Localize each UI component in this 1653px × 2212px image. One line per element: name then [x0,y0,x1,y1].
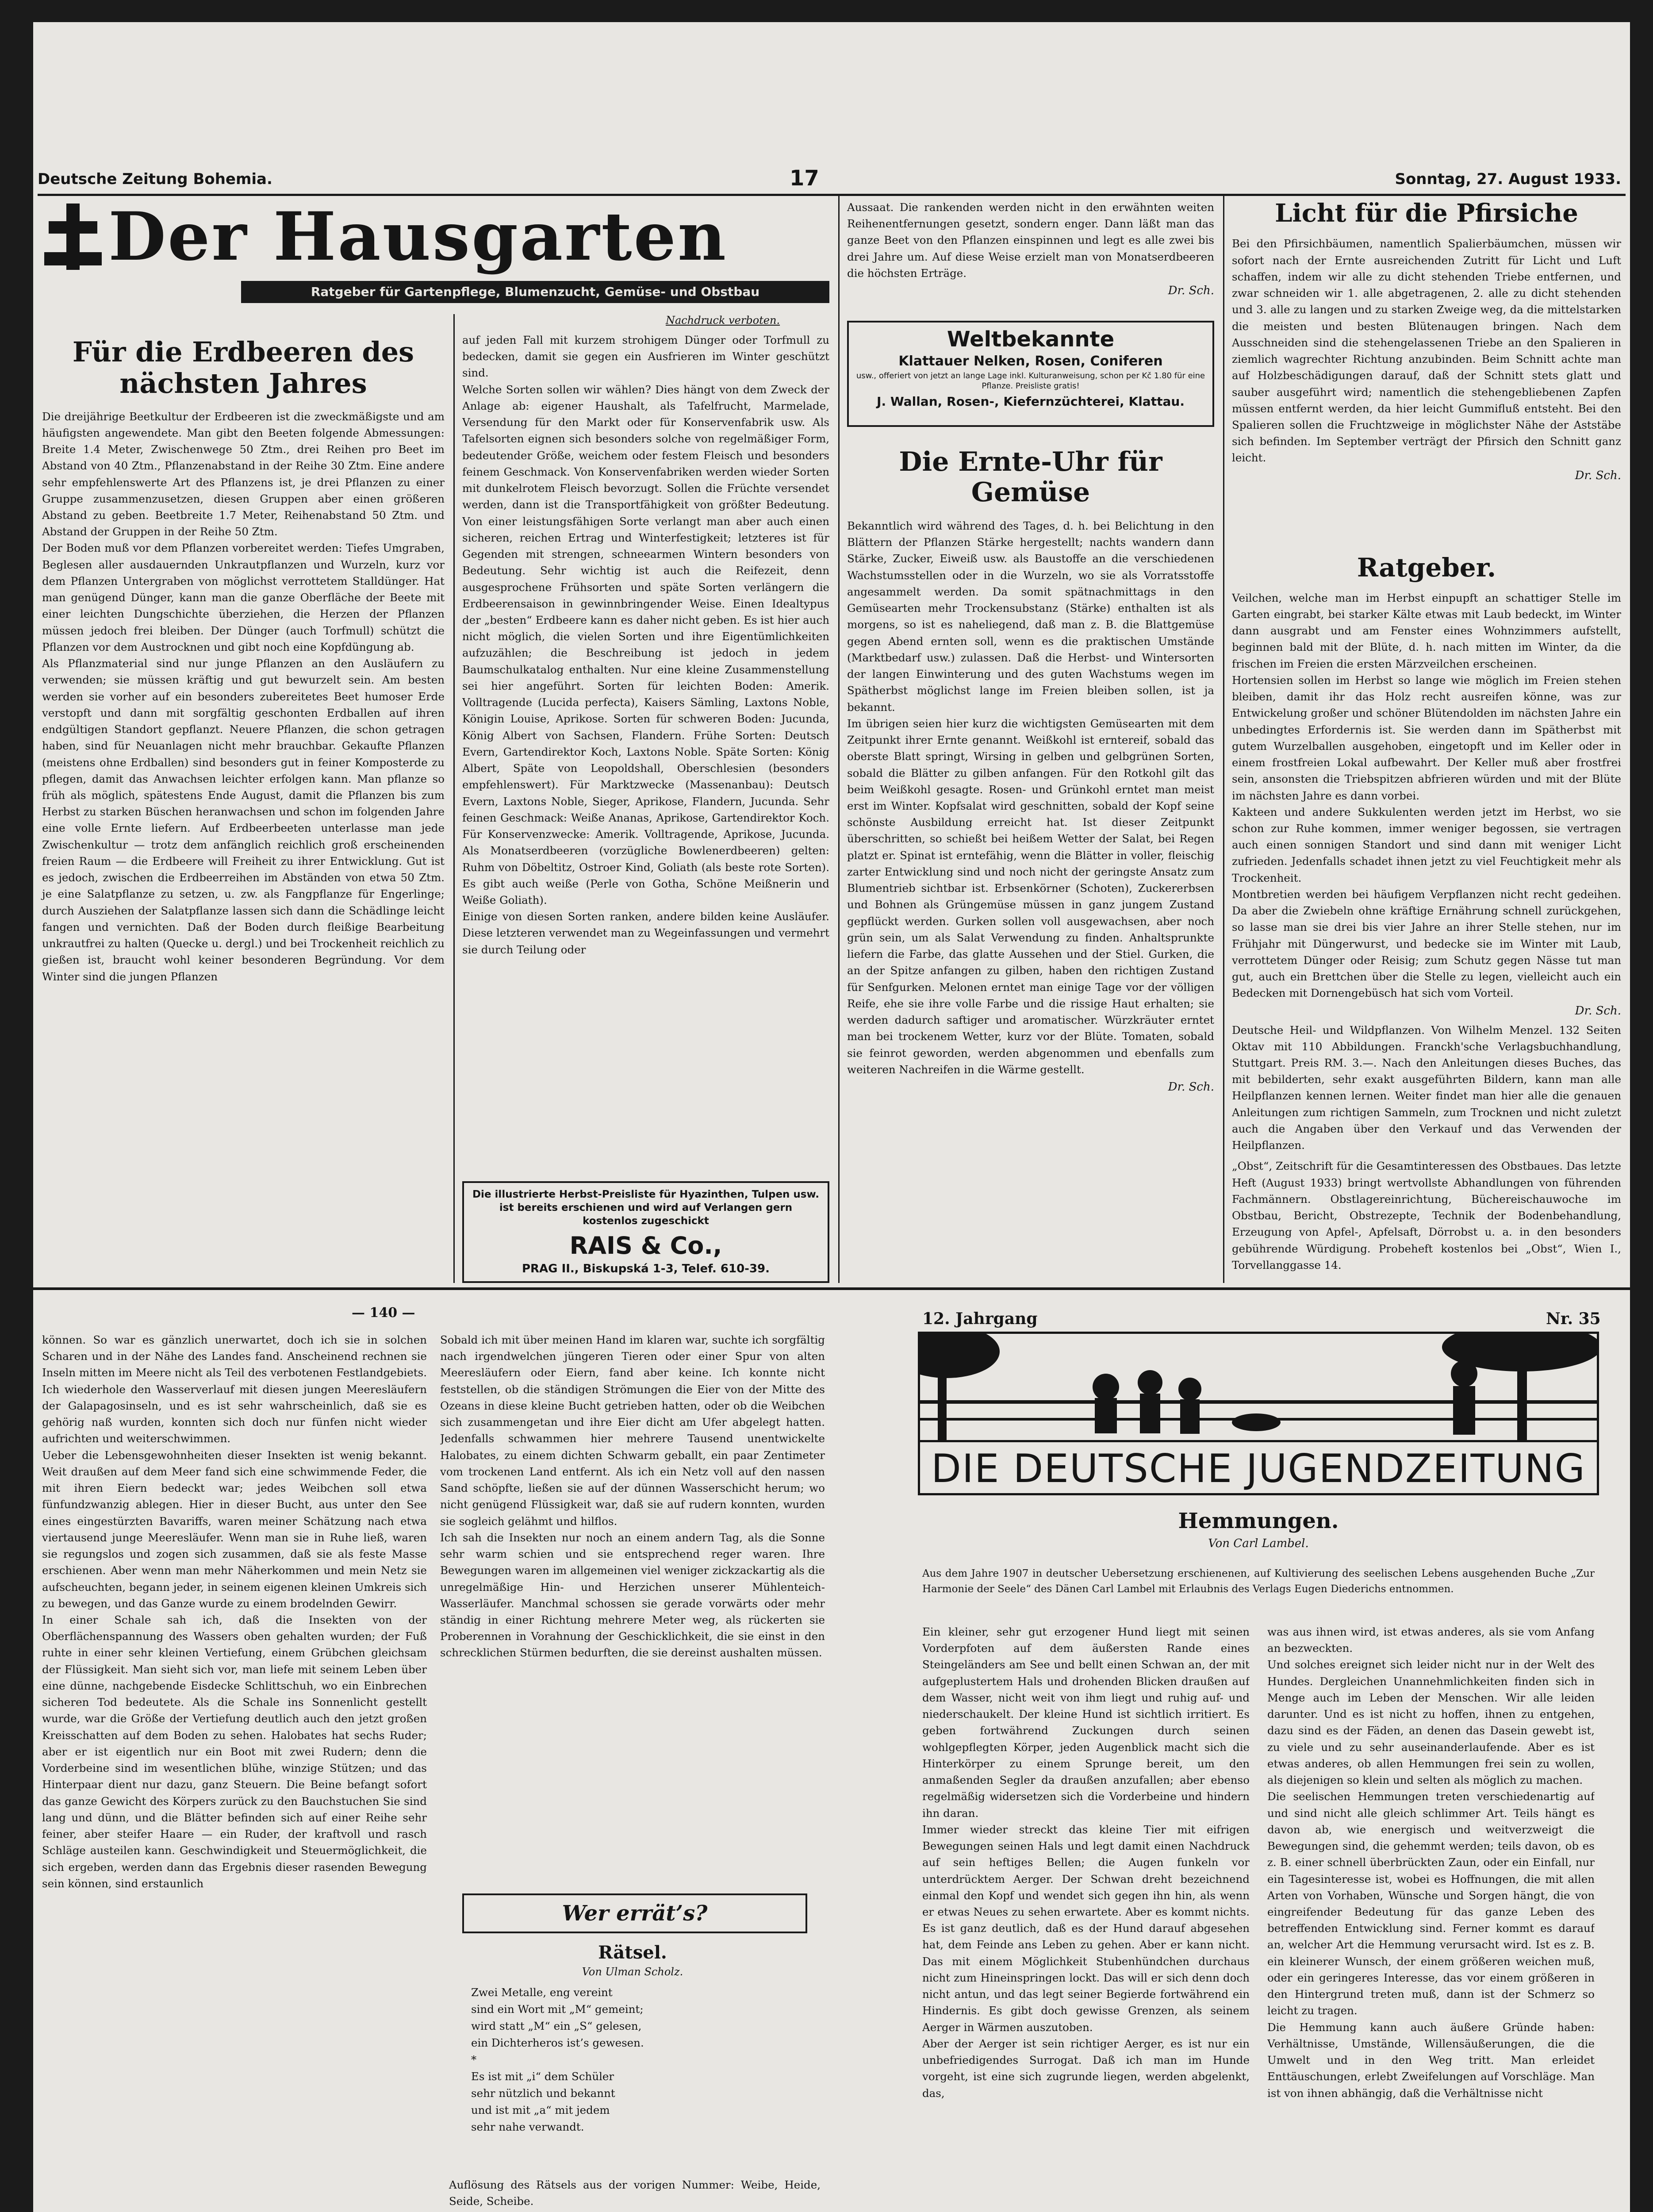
article-signature: Dr. Sch. [1168,1080,1214,1094]
intro-text: Aus dem Jahre 1907 in deutscher Uebersetzung erschienenen, auf Kultivierung des seelischen Lebens ausgehenden Buche „Zur Harmonie der Seele“ des Dänen Carl Lambel mit Erlaubnis des Verlags Eugen Diederichs entnommen. [922,1568,1595,1595]
puzzle-author: Von Ulman Scholz. [582,1966,683,1978]
article-title: Ratgeber. [1357,553,1496,583]
puzzle-text: Zwei Metalle, eng vereint sind ein Wort mit „M“ gemeint; wird statt „M“ ein „S“ gelesen, ein Dichterheros ist’s gewesen. * Es ist mit „i“ dem Schüler sehr nützlich und bekannt und ist mit „a“ mit jedem sehr nahe verwandt. [471,1986,644,2133]
article-halobates-col1 [42,1332,427,2212]
puzzle-box [462,1893,807,1933]
article-text: Bei den Pfirsichbäumen, namentlich Spalierbäumchen, müssen wir sofort nach der Ernte ausreichenden Zutritt für Licht und Luft schaffen, indem wir alle zu dicht stehenden Triebe entfernen, und zwar schneiden wir 1. alle abgetragenen, 2. alle zu dicht stehenden und 3. alle zu langen und zu starken Zweige weg, da die mittelstarken die meisten und besten Blütenaugen bringen. Nach dem Ausschneiden sind die stehengelassenen Triebe an den Spalieren in ziemlich wagrechter Richtung anzubinden. Beim Schnitt achte man auf Holzbeschädigungen darauf, daß der Schnitt stets glatt und sauber ausgeführt wird; namentlich die stehengebliebenen Zapfen müssen entfernt werden, da hier leicht Gummifluß entsteht. Bei den Spalieren sollen die Fruchtzweige in möglichster Nähe der Aststäbe sich befinden. Im September verträgt der Pfirsich den Schnitt ganz leicht. [1232,237,1621,465]
volume-label: 12. Jahrgang [922,1310,1038,1328]
column-rule [453,314,455,1283]
fold-rule [33,1287,1630,1290]
article-text: Veilchen, welche man im Herbst einpupft an schattiger Stelle im Garten eingrabt, bei starker Kälte etwas mit Laub bedeckt, im Winter dann ausgrabt und am Fenster eines Wohnzimmers aufstellt, beginnen bald mit der Blüte, d. h. nach mitten im Winter, da die frischen im Freien die ersten Märzveilchen erscheinen. Hortensien sollen im Herbst so lange wie möglich im Freien stehen bleiben, damit ihr das Holz recht ausreifen könne, was zur Entwickelung großer und schöner Blütendolden im nächsten Jahre ein unbedingtes Erfordernis ist. Sie werden dann im Spätherbst mit gutem Wurzelballen ausgehoben, eingetopft und im Keller oder in einem frostfreien Lokal aufbewahrt. Der Keller muß aber frostfrei sein, ansonsten die Triebspitzen abfrieren würden und mit der Blüte im nächsten Jahre es dann vorbei. Kakteen und andere Sukkulenten werden jetzt im Herbst, wo sie schon zur Ruhe kommen, immer weniger begossen, sie vertragen auch einen sonnigen Standort und sind dann mit weniger Licht zufrieden. Jedenfalls schadet ihnen jetzt zu viel Feuchtigkeit mehr als Trockenheit. Montbretien werden bei häufigem Verpflanzen nicht recht gedeihen. Da aber die Zwiebeln ohne kräftige Ernährung schnell zurückgehen, so lasse man sie drei bis vier Jahre an ihrer Stelle stehen, nur im Frühjahr mit Düngerwurst, und bedecke sie im Winter mit Laub, verrottetem Dünger oder Reisig; zum Schutz gegen Nässe tut man gut, auch ein Brettchen über die Stelle zu legen, vielleicht auch ein Bedecken mit Dornengebüsch hat sich vom Vorteil. [1232,591,1621,1000]
article-text: auf jeden Fall mit kurzem strohigem Dünger oder Torfmull zu bedecken, damit sie gegen ein Ausfrieren im Winter geschützt sind. Welche Sorten sollen wir wählen? Dies hängt von dem Zweck der Anlage ab: eigener Haushalt, als Tafelfrucht, Marmelade, Versendung für den Markt oder für Konservenfabrik usw. Als Tafelsorten eignen sich besonders solche von regelmäßiger Form, bedeutender Größe, weichem oder festem Fleisch und besonders feinem Geschmack. Von Konservenfabriken werden wieder Sorten mit dunkelrotem Fleisch bevorzugt. Sollen die Früchte versendet werden, dann ist die Transportfähigkeit von größter Bedeutung. Von einer leistungsfähigen Sorte verlangt man aber auch einen sicheren, reichen Ertrag und Winterfestigkeit; letzteres ist für Gegenden mit strengen, schneearmen Wintern besonders von Bedeutung. Sehr wichtig ist auch die Reifezeit, denn ausgesprochene Frühsorten und späte Sorten verlängern die Erdbeerensaison in gewinnbringender Weise. Einen Idealtypus der „besten“ Erdbeere kann es daher nicht geben. Es ist hier auch nicht möglich, die vielen Sorten und ihre Eigentümlichkeiten aufzuzählen; die Beschreibung ist jedoch in jedem Baumschulkatalog enthalten. Nur eine kleine Zusammenstellung sei hier angeführt. Sorten für leichten Boden: Amerik. Volltragende (Lucida perfecta), Kaisers Sämling, Laxtons Noble, Königin Louise, Aprikose. Sorten für schweren Boden: Jucunda, König Albert von Sachsen, Flandern. Frühe Sorten: Deutsch Evern, Gartendirektor Koch, Laxtons Noble. Späte Sorten: König Albert, Späte von Leopoldshall, Oberschlesien (besonders empfehlenswert). Für Marktzwecke (Massenanbau): Deutsch Evern, Laxtons Noble, Sieger, Aprikose, Flandern, Jucunda. Sehr feinen Geschmack: Weiße Ananas, Aprikose, Gartendirektor Koch. Für Konservenzwecke: Amerik. Volltragende, Aprikose, Jucunda. Als Monatserdbeeren (vorzügliche Bowlenerdbeeren) gelten: Ruhm von Döbeltitz, Ostroer Kind, Goliath (als beste rote Sorten). Es gibt auch weiße (Perle von Gotha, Schöne Meißnerin und Weiße Goliath). Einige von diesen Sorten ranken, andere bilden keine Ausläufer. Diese letzteren verwendet man zu Wegeinfassungen und vermehrt sie durch Teilung oder [462,334,829,956]
puzzle-solution [449,2177,821,2209]
reprint-notice: Nachdruck verboten. [666,314,780,326]
article-text: Aussaat. Die rankenden werden nicht in den erwähnten weiten Reihenentfernungen gesetzt, sondern enger. Dann läßt man das ganze Beet von den Pflanzen einspinnen und legt es alle zwei bis drei Jahre um. Auf diese Weise erzielt man von Monatserdbeeren die höchsten Erträge. [847,201,1214,280]
column-rule [1223,195,1224,1283]
article-hemmungen-col1 [922,1624,1250,2212]
article-signature: Dr. Sch. [1575,1004,1621,1018]
puzzle-heading: Wer errät’s? [562,1901,708,1926]
puzzle-title: Rätsel. [598,1942,667,1963]
article-title: Licht für die Pfirsiche [1275,199,1578,228]
book-review: Deutsche Heil- und Wildpflanzen. Von Wilhelm Menzel. 132 Seiten Oktav mit 110 Abbildungen. Franckh'sche Verlagsbuchhandlung, Stuttgart. Preis RM. 3.—. Nach den Anleitungen dieses Buches, das mit bebilderten, sehr exakt ausgeführten Bildern, kann man alle Heilpflanzen kennen lernen. Weiter findet man hier alle die genauen Anleitungen zum richtigen Sammeln, zum Trocknen und nicht zuletzt auch die Angaben über den Verkauf und das Verwenden der Heilpflanzen. [1232,1023,1621,1152]
ad-small: usw., offeriert von jetzt an lange Lage inkl. Kulturanweisung, schon per Kč 1.80 für eine Pflanze. Preisliste gratis! [856,371,1205,391]
header-rule [38,194,1626,196]
article-text: Die dreijährige Beetkultur der Erdbeeren ist die zweckmäßigste und am häufigsten angewendete. Man gibt den Beeten folgende Abmessungen: Breite 1.4 Meter, Zwischenwege 50 Ztm., drei Reihen pro Beet im Abstand von 40 Ztm., Pflanzenabstand in der Reihe 30 Ztm. Eine andere sehr empfehlenswerte Art des Pflanzens ist, je drei Pflanzen zu einer Gruppe zusammenzusetzen, diesen Gruppen aber einen größeren Abstand zu geben. Beetbreite 1.7 Meter, Reihenabstand 50 Ztm. und Abstand der Gruppen in der Reihe 50 Ztm. Der Boden muß vor dem Pflanzen vorbereitet werden: Tiefes Umgraben, Beglesen aller ausdauernden Unkrautpflanzen und Wurzeln, kurz vor dem Pflanzen Untergraben von möglichst verrottetem Stalldünger. Hat man genügend Dünger, kann man die ganze Oberfläche der Beete mit einer leichten Dungschichte überziehen, die Herzen der Pflanzen müssen jedoch frei bleiben. Der Dünger (auch Torfmull) schützt die Pflanzen vor dem Austrocknen und gibt noch eine Kopfdüngung ab. Als Pflanzmaterial sind nur junge Pflanzen an den Ausläufern zu verwenden; sie müssen kräftig und gut bewurzelt sein. Am besten werden sie vorher auf ein besonders zubereitetes Beet humoser Erde verstopft und dann mit sorgfältig geschonten Erdballen auf ihren endgültigen Standort gepflanzt. Neuere Pflanzen, die schon getragen haben, sind für Neuanlagen nicht mehr brauchbar. Gekaufte Pflanzen (meistens ohne Erdballen) sind besonders gut in feiner Komposterde zu pflegen, damit das Anwachsen leichter erfolgen kann. Man pflanze so früh als möglich, spätestens Ende August, damit die Pflanzen bis zum Herbst zu starken Büschen heranwachsen und schon im folgenden Jahre eine volle Ernte liefern. Auf Erdbeerbeeten unterlasse man jede Zwischenkultur — trotz dem anfänglich reichlich groß erscheinenden freien Raum — die Erdbeere will Freiheit zu ihrer Entwicklung. Gut ist es jedoch, zwischen die Erdbeerreihen im Abständen von etwa 50 Ztm. je eine Salatpflanze zu setzen, u. zw. als Fangpflanze für Engerlinge; durch Ausziehen der Salatpflanze lassen sich dann die Schädlinge leicht fangen und vernichten. Daß der Boden durch fleißige Bearbeitung unkrautfrei zu halten (Quecke u. dergl.) und bei Trockenheit reichlich zu gießen ist, braucht wohl keiner besonderen Begründung. Vor dem Winter sind die jungen Pflanzen [42,410,445,983]
article-halobates-col2 [440,1332,825,1880]
issue-date: Sonntag, 27. August 1933. [1395,170,1621,188]
article-author: Von Carl Lambel. [1208,1537,1309,1550]
puzzle [440,1942,825,2135]
article-text: was aus ihnen wird, ist etwas anderes, als sie vom Anfang an bezweckten. Und solches ereignet sich leider nicht nur in der Welt des Hundes. Dergleichen Unannehmlichkeiten finden sich in Menge auch im Leben der Menschen. Wir alle leiden darunter. Und es ist nicht zu hoffen, ihnen zu entgehen, dazu sind es der Fäden, an denen das Dasein gewebt ist, zu viele und zu sehr auseinanderlaufende. Aber es ist etwas anderes, ob allen Hemmungen frei sein zu wollen, als diejenigen so klein und selten als möglich zu machen. Die seelischen Hemmungen treten verschiedenartig auf und sind nicht alle gleich schlimmer Art. Teils hängt es davon ab, wie energisch und weitverzweigt die Bewegungen sind, die gehemmt werden; teils davon, ob es z. B. einer schnell überbrückten Zaun, oder ein Einfall, nur ein Tagesinteresse ist, wobei es Hoffnungen, die mit allen Arten von Vorhaben, Wünsche und Sorgen hängt, die von eingreifender Bedeutung für das ganze Leben des betreffenden Entwicklung sind. Ferner kommt es darauf an, welcher Art die Hemmung verursacht wird. Ist es z. B. ein kleinerer Wunsch, der einem größeren weichen muß, oder ein geringeres Interesse, das vor einem größeren in den Hintergrund treten muß, dann ist der Schmerz so leicht zu tragen. Die Hemmung kann auch äußere Gründe haben: Verhältnisse, Umstände, Willensäußerungen, die die Umwelt und in den Weg tritt. Man erleidet Enttäuschungen, erlebt Zweifelungen auf Vorschläge. Man ist von ihnen abhängig, daß die Verhältnisse nicht [1267,1625,1595,2100]
article-erdbeeren-col2 [462,332,829,1199]
article-title: Für die Erdbeeren des nächsten Jahres [72,336,414,400]
banner-title: DIE DEUTSCHE JUGENDZEITUNG [920,1440,1597,1495]
article-signature: Dr. Sch. [1575,469,1621,482]
article-title: Hemmungen. [1178,1509,1339,1533]
supplement-title: Der Hausgarten [108,198,728,276]
article-text: Bekanntlich wird während des Tages, d. h. bei Belichtung in den Blättern der Pflanzen Stärke hergestellt; nachts wandern dann Stärke, Zucker, Eiweiß usw. als Baustoffe an die verschiedenen Wachstumsstellen oder in die Wurzeln, wo sie als Vorratsstoffe angesammelt werden. Da somit spätnachmittags in den Gemüsearten mehr Trockensubstanz (Stärke) enthalten ist als morgens, so ist es naheliegend, daß man z. B. die Blattgemüse gegen Abend ernten soll, wenn es die praktischen Umstände (Marktbedarf usw.) zulassen. Daß die Herbst- und Wintersorten der langen Einwinterung und des guten Wachstums wegen im Spätherbst möglichst lange im Freien bleiben sollen, ist ja bekannt. Im übrigen seien hier kurz die wichtigsten Gemüsearten mit dem Zeitpunkt ihrer Ernte genannt. Weißkohl ist erntereif, sobald das oberste Blatt springt, Wirsing in gelben und gelbgrünen Sorten, sobald die Blätter zu gilben anfangen. Für den Rotkohl gilt das beim Weißkohl gesagte. Rosen- und Grünkohl erntet man meist erst im Winter. Kopfsalat wird geschnitten, sobald der Kopf seine schönste Ausbildung erreicht hat. Ist dieser Zeitpunkt überschritten, so schießt bei heißem Wetter der Salat, bei Regen platzt er. Spinat ist erntefähig, wenn die Blätter in voller, fleischig zarter Entwicklung sind und noch nicht der geringste Ansatz zum Blumentrieb sichtbar ist. Erbsenkörner (Schoten), Zuckererbsen und Bohnen als Grüngemüse müssen in ganz jungem Zustand gepflückt werden. Gurken sollen voll ausgewachsen, aber noch grün sein, um als Salat Verwendung zu finden. Anhaltsprunkte liefern die Farbe, das glatte Aussehen und der Stiel. Gurken, die an der Spitze anfangen zu gilben, haben den richtigen Zustand für Senfgurken. Melonen erntet man einige Tage vor der völligen Reife, ehe sie ihre volle Farbe und die rissige Haut erhalten; sie werden dadurch saftiger und aromatischer. Würzkräuter erntet man bei trockenem Wetter, kurz vor der Blüte. Tomaten, sobald sie feinrot geworden, werden abgenommen und ebenfalls zum weiteren Nachreifen in die Wärme gestellt. [847,519,1214,1076]
article-text: Ein kleiner, sehr gut erzogener Hund liegt mit seinen Vorderpfoten auf dem äußersten Rande eines Steingeländers am See und bellt einen Schwan an, der mit aufgeplustertem Hals und drohenden Blicken draußen auf dem Wasser, nicht weit von ihm liegt und ruhig auf- und niederschaukelt. Der kleine Hund ist sichtlich irritiert. Es geben fortwährend Zuckungen durch seinen wohlgepflegten Körper, jeden Augenblick macht sich die Hinterkörper zu einem Sprunge bereit, um den anmaßenden Segler da draußen anzufallen; aber ebenso regelmäßig widersetzen sich die Vorderbeine und hindern ihn daran. Immer wieder streckt das kleine Tier mit eifrigen Bewegungen seinen Hals und legt damit einen Nachdruck auf sein heftiges Bellen; die Augen funkeln vor unterdrücktem Aerger. Der Schwan dreht bezeichnend einmal den Kopf und wendet sich gegen ihn hin, als wenn er etwas Neues zu sehen erwartete. Aber es kommt nichts. Es ist ganz deutlich, daß es der Hund darauf abgesehen hat, dem Feinde ans Leben zu gehen. Aber er kann nicht. Das mit einem Möglichkeit Stubenhündchen durchaus nicht zum Hineinspringen lockt. Das will er sich denn doch nicht antun, und das legt seiner Begierde fortwährend ein Hindernis. Es gibt doch gewisse Grenzen, als seinem Aerger in Wärmen auszutoben. Aber der Aerger ist sein richtiger Aerger, es ist nur ein unbefriedigendes Surrogat. Daß ich man im Hunde vorgeht, ist eine sich zugrunde liegen, werden abgelenkt, das, [922,1625,1250,2100]
newspaper-page [33,22,1630,2212]
article-title: Die Ernte-Uhr für Gemüse [899,447,1162,508]
issue-number: Nr. 35 [1546,1310,1601,1328]
ad-address: PRAG II., Biskupská 1-3, Telef. 610-39. [522,1262,770,1275]
solution-text: Auflösung des Rätsels aus der vorigen Nummer: Weibe, Heide, Seide, Scheibe. [449,2178,821,2208]
article-hemmungen-col2 [1267,1624,1595,2212]
article-hemmungen-head [918,1509,1599,1550]
article-signature: Dr. Sch. [1168,284,1214,298]
article-pfirsiche [1232,199,1621,482]
page-number: 17 [790,166,819,191]
article-erdbeeren [42,336,445,985]
jugendzeitung-banner [918,1332,1599,1495]
ad-rais [462,1181,829,1283]
ad-line: Klattauer Nelken, Rosen, Coniferen [898,353,1163,369]
article-ratgeber [1232,553,1621,1279]
ad-text: Die illustrierte Herbst-Preisliste für Hyazinthen, Tulpen usw. ist bereits erschienen und wird auf Verlangen gern kostenlos zugeschickt [472,1189,820,1227]
ad-firm: J. Wallan, Rosen-, Kiefernzüchterei, Klattau. [877,394,1185,409]
page-number-lower: — 140 — [352,1305,415,1321]
article-erdbeeren-cont [847,199,1214,297]
cross-logo-icon [42,199,104,274]
supplement-subtitle: Ratgeber für Gartenpflege, Blumenzucht, Gemüse- und Obstbau [311,284,760,299]
article-text: können. So war es gänzlich unerwartet, doch ich sie in solchen Scharen und in der Nähe des Landes fand. Anscheinend rechnen sie Inseln mitten im Meere nicht als Teil des verbotenen Festlandgebiets. Ich wiederhole den Wasserverlauf mit diesen jungen Meeresläufern der Galapagosinseln, und es ist sehr wahrscheinlich, daß sie es gehörig naß wurden, konnten sich doch nur fünfen nicht wieder aufrichten und weiterschwimmen. Ueber die Lebensgewohnheiten dieser Insekten ist wenig bekannt. Weit draußen auf dem Meer fand sich eine schwimmende Feder, die mit ihren Eiern bedeckt war; jedes Weibchen soll etwa fünfundzwanzig ablegen. Hier in dieser Bucht, aus unter den See eines eingestürzten Bavariffs, waren meiner Schätzung nach etwa viertausend junge Meeresläufer. Wenn man sie in Ruhe ließ, waren sie regungslos und zogen sich zusammen, daß sie als feste Masse erschienen. Aber wenn man mehr Näherkommen und mein Netz sie aufscheuchten, begann jeder, in seinem eigenen kleinen Umkreis sich zu bewegen, und das Ganze wurde zu einem brodelnden Gewirr. In einer Schale sah ich, daß die Insekten von der Oberflächenspannung des Wassers oben gehalten wurden; der Fuß ruhte in einer sehr kleinen Vertiefung, einem Grübchen gleichsam der Flüssigkeit. Man sieht sich vor, man liefe mit seinem Leben über eine dünne, nachgebende Eisdecke Schlittschuh, wo ein Einbrechen sicheren Tod bedeutete. Als die Schale ins Sonnenlicht gestellt wurde, war die Größe der Vertiefung deutlich auch den jetzt großen Kreisschatten auf dem Boden zu sehen. Halobates hat sechs Ruder; aber er ist eigentlich nur ein Boot mit zwei Rudern; denn die Vorderbeine sind im wesentlichen blühe, winzige Stützen; und das Hinterpaar dient nur dazu, ganz Steuern. Die Beine befangt sofort das ganze Gewicht des Körpers zurück zu den Bauchstuchen Sie sind lang und dünn, und die Blätter befinden sich auf einer Reihe sehr feiner, aber steifer Haare — ein Ruder, der kraftvoll und rasch Schläge austeilen kann. Geschwindigkeit und Steuermöglichkeit, die sich ergeben, werden dann das Ergebnis dieser rasenden Bewegung sein können, sind erstaunlich [42,1333,427,1890]
journal-review: „Obst“, Zeitschrift für die Gesamtinteressen des Obstbaues. Das letzte Heft (August 1933) bringt wertvollste Abhandlungen von führenden Fachmännern. Obstlagereinrichtung, Büchereischauwoche im Obstbau, Bericht, Obstrezepte, Technik der Bodenbehandlung, Erzeugung von Apfel-, Apfelsaft, Dörrobst u. a. in den besonders gebührende Würdigung. Probeheft kostenlos bei „Obst“, Wien I., Torvellanggasse 14. [1232,1160,1621,1271]
ad-klattau [847,321,1214,427]
column-rule [838,195,840,1283]
paper-name: Deutsche Zeitung Bohemia. [38,170,272,188]
article-text: Sobald ich mit über meinen Hand im klaren war, suchte ich sorgfältig nach irgendwelchen jüngeren Tieren oder einer Spur von alten Meeresläufern oder Eiern, fand aber keine. Ich konnte nicht feststellen, ob die ständigen Strömungen die Eier von der Mitte des Ozeans in diese kleine Bucht getrieben hatten, oder ob die Weibchen sich zusammengetan und ihre Eier dicht am Ufer abgelegt hatten. Jedenfalls schwammen hier mehrere Tausend unentwickelte Halobates, zu einem dichten Schwarm geballt, ein paar Zentimeter vom trockenen Land entfernt. Als ich ein Netz voll auf den nassen Sand schöpfte, ließen sie auf der dünnen Wasserschicht herum; wo nicht genügend Flüssigkeit war, daß sie auf rudern konnten, wurden sie sogleich gelähmt und hilflos. Ich sah die Insekten nur noch an einem andern Tag, als die Sonne sehr warm schien und sie entsprechend reger waren. Ihre Bewegungen waren im allgemeinen viel weniger zickzackartig als die unregelmäßige Hin- und Herzichen unserer Mühlenteich-Wasserläufer. Manchmal schossen sie gerade vorwärts oder mehr ständig in einer Richtung mehrere Meter weg, als rückerten sie Proberennen in Vorahnung der Geschicklichkeit, die sie einst in den schrecklichen Stürmen bedurften, die sie dereinst aushalten müssen. [440,1333,825,1659]
silhouette-illustration [920,1334,1597,1440]
article-intro [922,1566,1595,1597]
ad-title: Weltbekannte [947,327,1115,352]
ad-firm: RAIS & Co., [569,1231,722,1260]
article-ernte-uhr [847,447,1214,1279]
